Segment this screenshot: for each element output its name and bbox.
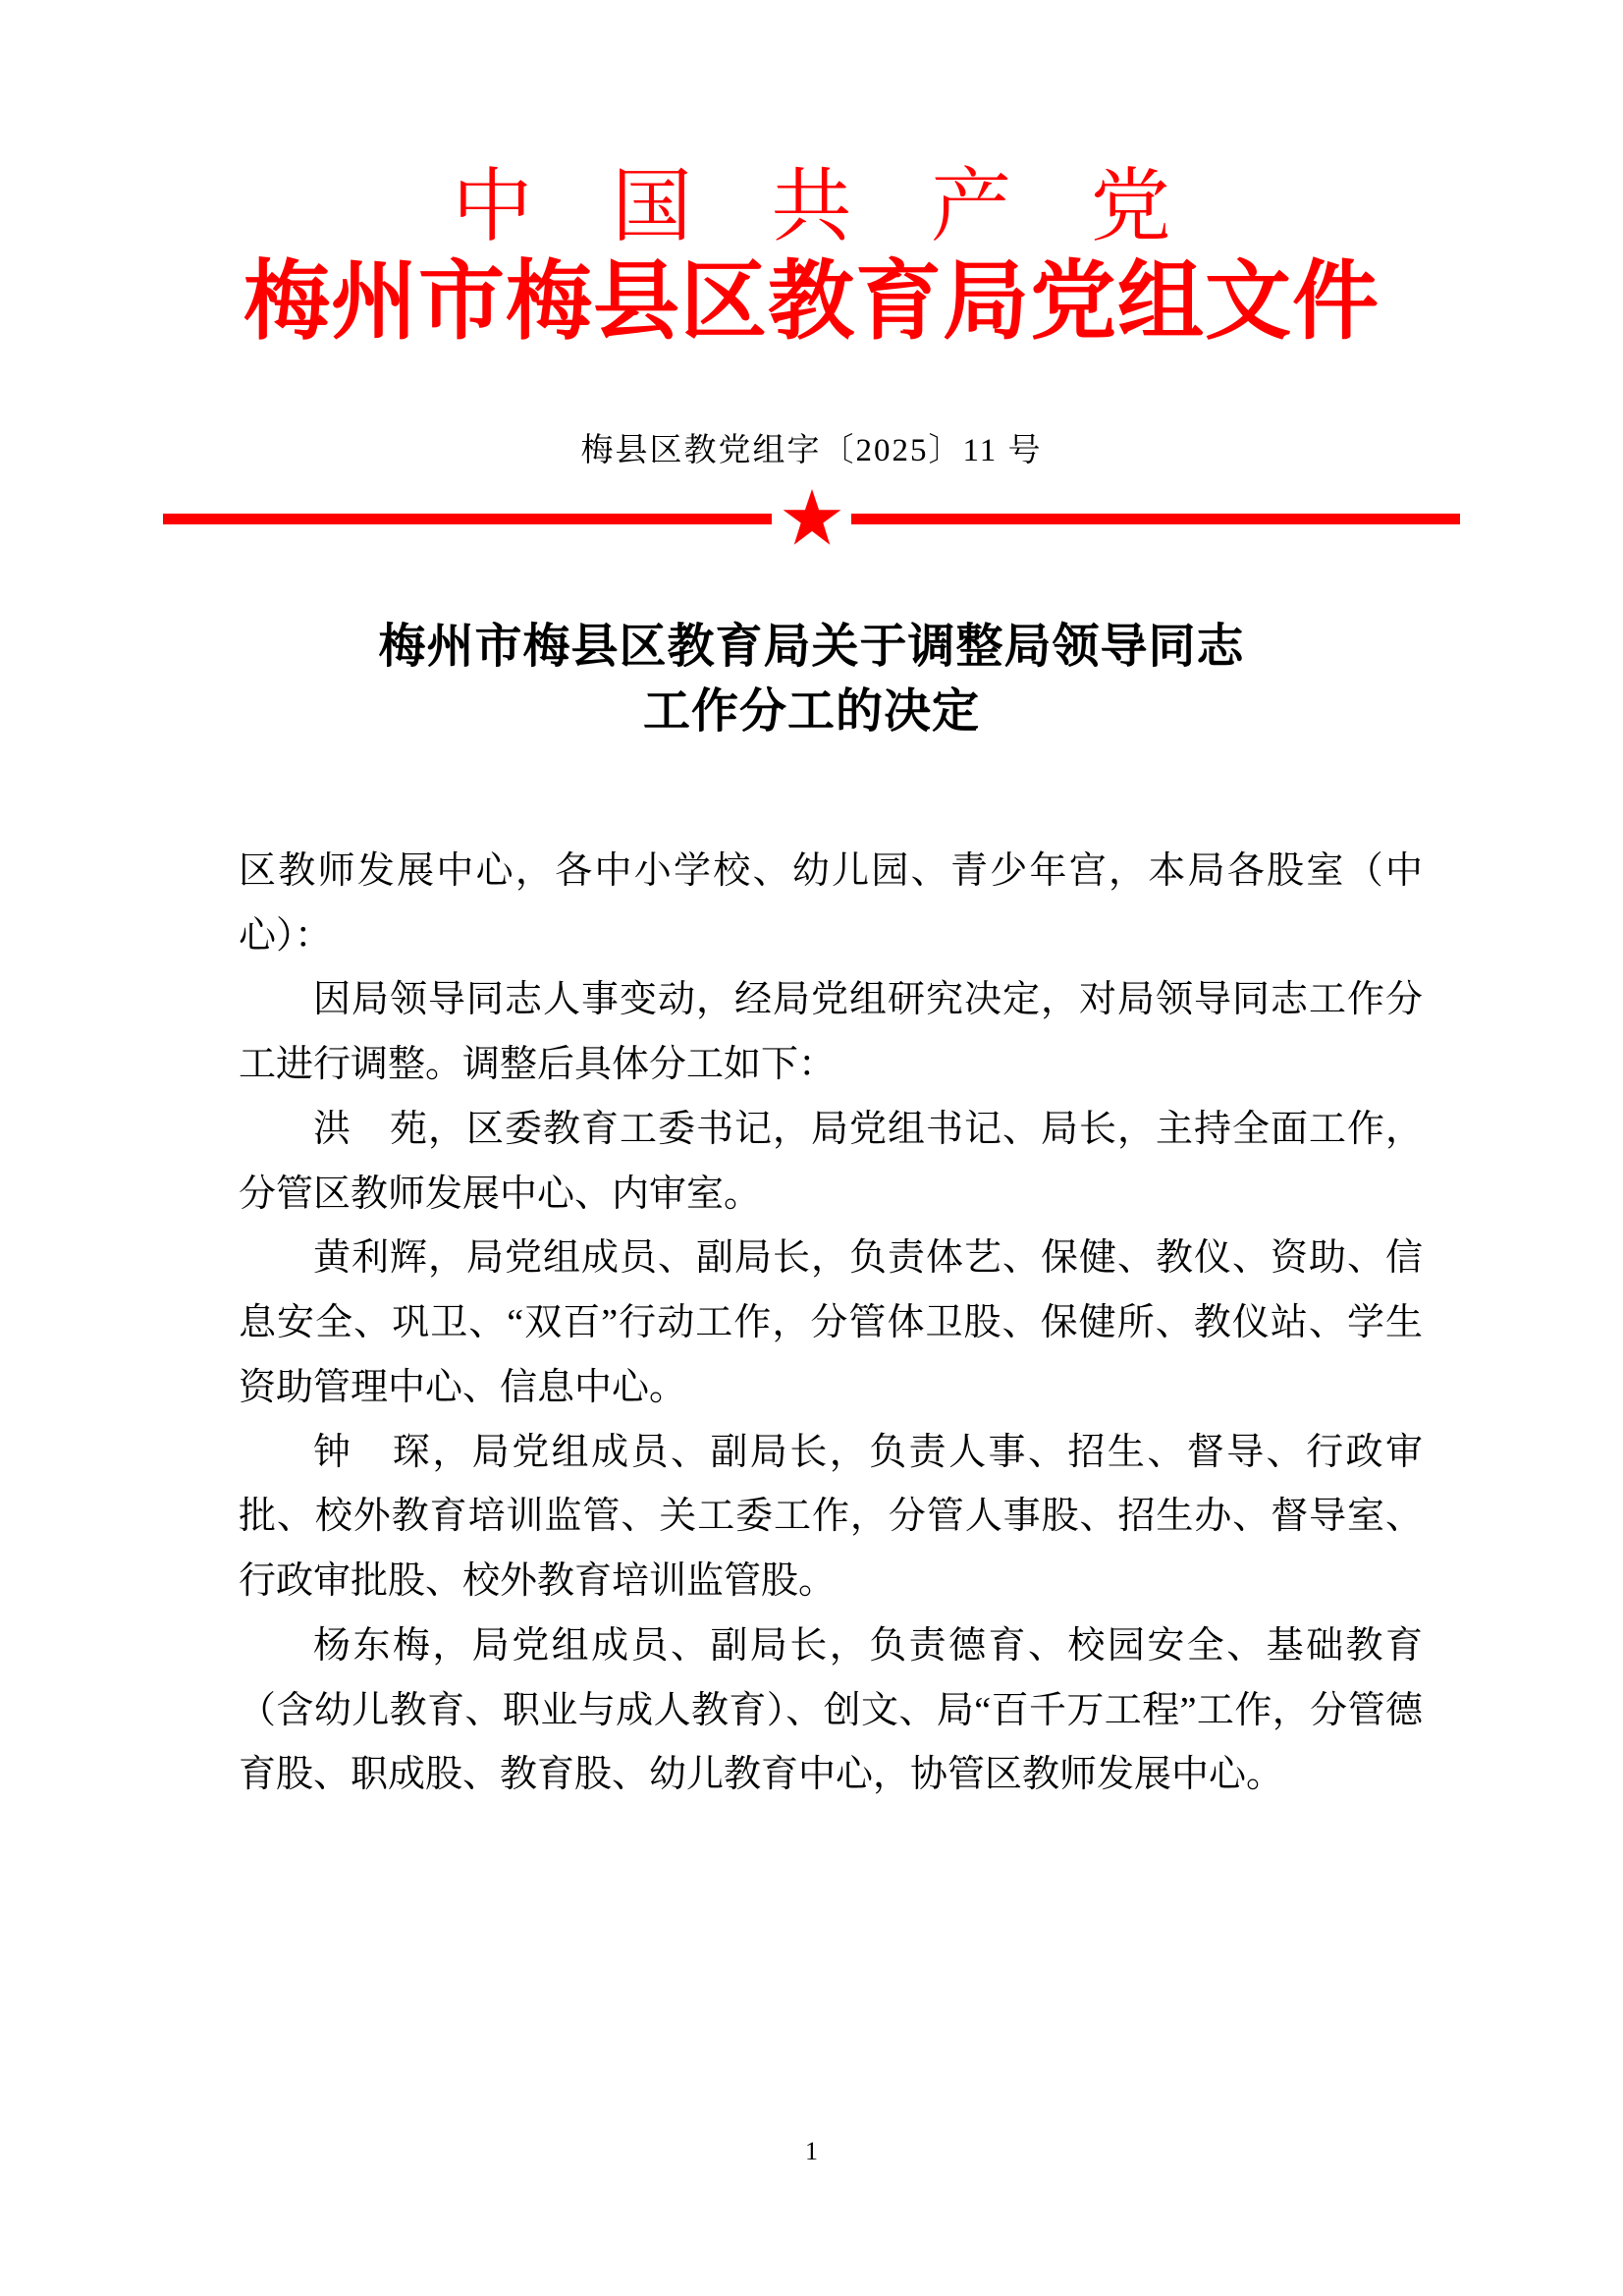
red-divider-rule (163, 503, 1460, 536)
masthead-line2: 梅州市梅县区教育局党组文件 (243, 255, 1380, 351)
document-body (239, 840, 1423, 1808)
body-assignment-1: 黄利辉，局党组成员、副局长，负责体艺、保健、教仪、资助、信息安全、巩卫、“双百”行动工作，分管体卫股、保健所、教仪站、学生资助管理中心、信息中心。 (239, 1237, 1423, 1408)
page-title-line2: 工作分工的决定 (642, 685, 980, 738)
body-assignment-0: 洪 苑，区委教育工委书记，局党组书记、局长，主持全面工作，分管区教师发展中心、内审室。 (239, 1108, 1423, 1215)
masthead-line1: 中 国 共 产 党 (452, 162, 1201, 251)
document-number: 梅县区教党组字〔2025〕11 号 (580, 433, 1043, 468)
body-addressee: 区教师发展中心，各中小学校、幼儿园、青少年宫，本局各股室（中心）： (239, 850, 1423, 957)
page-number: 1 (805, 2137, 818, 2165)
body-assignment-2: 钟 琛，局党组成员、副局长，负责人事、招生、督导、行政审批、校外教育培训监管、关工委工作，分管人事股、招生办、督导室、行政审批股、校外教育培训监管股。 (239, 1431, 1423, 1603)
masthead (0, 162, 1623, 353)
five-pointed-star-icon (783, 489, 841, 548)
page-title (147, 615, 1476, 744)
red-rule-right (851, 514, 1460, 524)
body-intro: 因局领导同志人事变动，经局党组研究决定，对局领导同志工作分工进行调整。调整后具体分工如下： (239, 979, 1423, 1086)
page-title-line1: 梅州市梅县区教育局关于调整局领导同志 (378, 621, 1245, 673)
body-assignment-3: 杨东梅，局党组成员、副局长，负责德育、校园安全、基础教育（含幼儿教育、职业与成人教育）、创文、局“百千万工程”工作，分管德育股、职成股、教育股、幼儿教育中心，协管区教师发展中心。 (239, 1624, 1423, 1796)
red-rule-left (163, 514, 772, 524)
